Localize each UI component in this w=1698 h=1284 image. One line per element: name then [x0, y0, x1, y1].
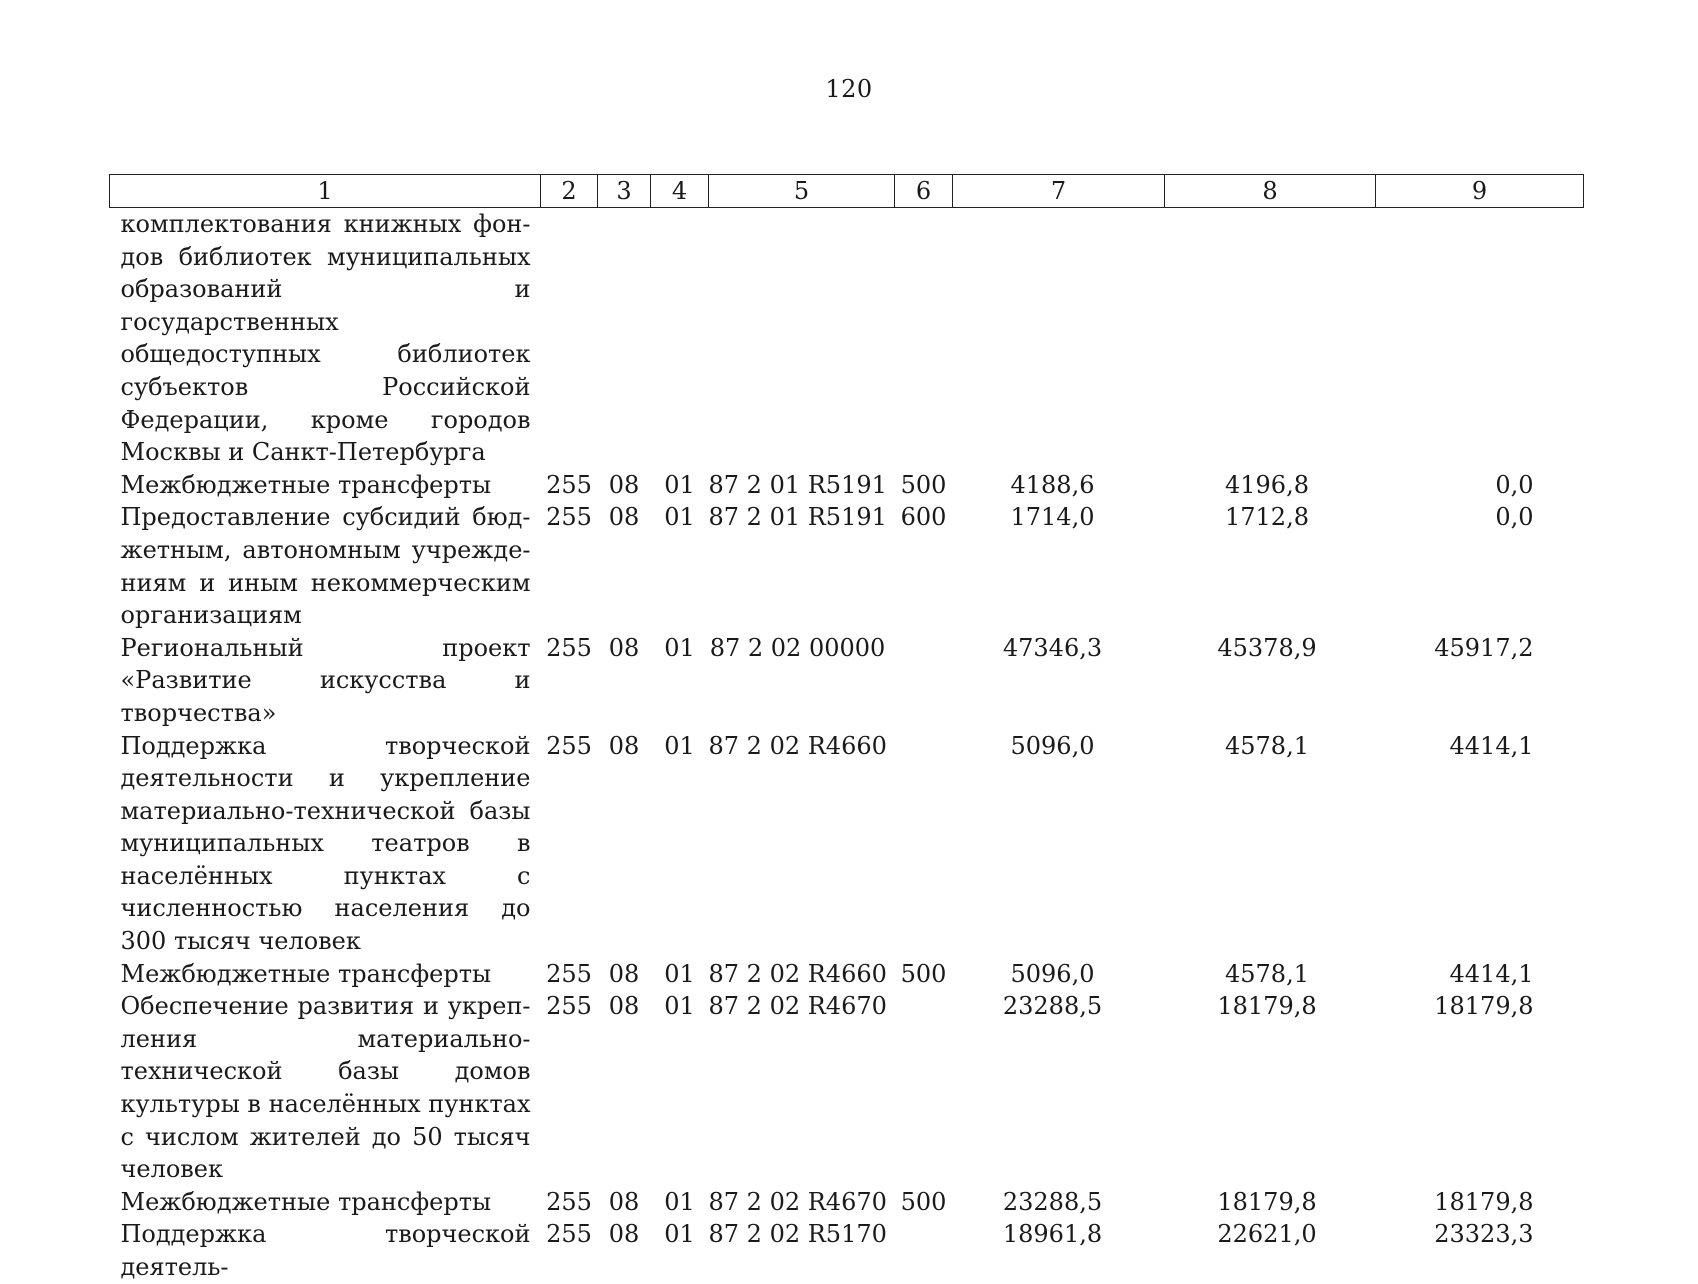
- row-amount-col8: 4578,1: [1225, 959, 1309, 988]
- row-code-section: 08: [608, 731, 640, 760]
- table-header: [110, 175, 1584, 208]
- row-amount-col7: 23288,5: [1002, 992, 1103, 1021]
- row-amount-col8: 18179,8: [1217, 1187, 1317, 1216]
- header-col-2: 2: [541, 175, 598, 208]
- row-code-section: 08: [608, 633, 640, 662]
- row-amount-col9: 45917,2: [1434, 633, 1534, 662]
- row-code-expense-type: 500: [900, 1187, 947, 1216]
- row-code-target: 87 2 02 R5170: [708, 1220, 887, 1249]
- table-body: [110, 208, 1584, 1284]
- row-amount-col7: 23288,5: [1002, 1187, 1103, 1216]
- row-code-section: 08: [608, 959, 640, 988]
- row-amount-col7: 47346,3: [1002, 633, 1103, 662]
- row-name: Региональный проект «Развитие искусства и творчества»: [120, 633, 531, 727]
- header-col-9: 9: [1376, 175, 1584, 208]
- row-code-target: [709, 208, 895, 469]
- row-code-target: 87 2 02 R4670: [708, 1187, 887, 1216]
- table-row: [110, 1186, 1584, 1219]
- table-row: [110, 958, 1584, 991]
- table-row: [110, 1218, 1584, 1283]
- header-col-7: 7: [953, 175, 1165, 208]
- row-amount-col8: [1165, 208, 1376, 469]
- table-row: [110, 632, 1584, 730]
- page-number: 120: [825, 75, 873, 103]
- row-amount-col9: 4414,1: [1449, 731, 1534, 760]
- row-code-subsection: [651, 208, 709, 469]
- row-amount-col9: 23323,3: [1434, 1220, 1534, 1249]
- row-amount-col8: 1712,8: [1225, 503, 1309, 532]
- row-code-ministry: 255: [546, 731, 592, 760]
- row-code-ministry: 255: [546, 959, 592, 988]
- row-amount-col7: 4188,6: [1010, 470, 1095, 499]
- row-code-ministry: 255: [546, 1187, 592, 1216]
- row-code-section: 08: [608, 470, 640, 499]
- row-name: Обеспечение развития и укрепления материально-технической базы домов культуры в населённых пунктах с числом жителей до 50 тысяч человек: [120, 992, 531, 1184]
- row-code-expense-type: [895, 730, 953, 958]
- row-code-expense-type: 600: [900, 503, 947, 532]
- row-code-expense-type: 500: [900, 470, 947, 499]
- row-name: Поддержка творческой деятель-: [120, 1220, 531, 1281]
- row-amount-col9: [1376, 208, 1584, 469]
- row-amount-col7: 1714,0: [1010, 503, 1095, 532]
- row-code-target: 87 2 02 00000: [709, 633, 886, 662]
- row-amount-col9: 0,0: [1495, 470, 1534, 499]
- row-name: Межбюджетные трансферты: [120, 1187, 492, 1216]
- header-col-4: 4: [651, 175, 709, 208]
- row-amount-col8: 18179,8: [1217, 992, 1317, 1021]
- row-code-ministry: 255: [546, 992, 592, 1021]
- row-name: Поддержка творческой деятельности и укрепление материально-технической базы муниципальных театров в населённых пунктах с численностью населения до 300 тысяч человек: [120, 731, 531, 956]
- row-name: Межбюджетные трансферты: [120, 470, 492, 499]
- row-code-subsection: 01: [664, 503, 695, 532]
- row-code-subsection: 01: [664, 1220, 695, 1249]
- row-code-section: 08: [608, 503, 640, 532]
- row-code-section: 08: [608, 1187, 640, 1216]
- header-col-5: 5: [709, 175, 895, 208]
- row-code-section: 08: [608, 1220, 640, 1249]
- row-amount-col7: [953, 208, 1165, 469]
- row-amount-col9: 0,0: [1495, 503, 1534, 532]
- row-amount-col7: 5096,0: [1010, 959, 1095, 988]
- row-code-target: 87 2 02 R4660: [708, 731, 887, 760]
- header-col-8: 8: [1165, 175, 1376, 208]
- row-code-ministry: 255: [546, 1220, 592, 1249]
- row-code-expense-type: 500: [900, 959, 947, 988]
- header-col-1: 1: [110, 175, 541, 208]
- row-amount-col7: 18961,8: [1002, 1220, 1103, 1249]
- row-amount-col9: 18179,8: [1434, 992, 1534, 1021]
- row-code-expense-type: [895, 632, 953, 730]
- row-name: комплектования книжных фондов библиотек муниципальных образований и государственных общедоступных библиотек субъектов Российской Федерации, кроме городов Москвы и Санкт-Петербурга: [120, 210, 531, 467]
- row-amount-col8: 45378,9: [1217, 633, 1317, 662]
- row-code-target: 87 2 01 R5191: [708, 503, 887, 532]
- header-row: [110, 175, 1584, 208]
- row-name: Предоставление субсидий бюджетным, автономным учреждениям и иным некоммерческим организациям: [120, 503, 531, 630]
- table-row: [110, 469, 1584, 502]
- row-code-subsection: 01: [664, 731, 695, 760]
- row-code-ministry: 255: [546, 503, 592, 532]
- row-code-ministry: 255: [546, 470, 592, 499]
- budget-table: [109, 174, 1584, 1284]
- row-amount-col8: 4196,8: [1225, 470, 1309, 499]
- row-code-target: 87 2 02 R4670: [708, 992, 887, 1021]
- row-code-ministry: [541, 208, 598, 469]
- row-code-target: 87 2 02 R4660: [708, 959, 887, 988]
- row-amount-col9: 4414,1: [1449, 959, 1534, 988]
- row-code-section: [598, 208, 651, 469]
- row-name: Межбюджетные трансферты: [120, 959, 492, 988]
- row-code-expense-type: [895, 1218, 953, 1283]
- row-amount-col8: 22621,0: [1217, 1220, 1317, 1249]
- row-amount-col8: 4578,1: [1225, 731, 1309, 760]
- row-code-expense-type: [895, 990, 953, 1186]
- header-col-3: 3: [598, 175, 651, 208]
- row-code-subsection: 01: [664, 633, 695, 662]
- table-row: [110, 208, 1584, 469]
- row-code-expense-type: [895, 208, 953, 469]
- header-col-6: 6: [895, 175, 953, 208]
- row-code-ministry: 255: [546, 633, 592, 662]
- row-amount-col9: 18179,8: [1434, 1187, 1534, 1216]
- table-row: [110, 501, 1584, 631]
- table-row: [110, 990, 1584, 1186]
- row-code-section: 08: [608, 992, 640, 1021]
- table-row: [110, 730, 1584, 958]
- row-amount-col7: 5096,0: [1010, 731, 1095, 760]
- row-code-subsection: 01: [664, 1187, 695, 1216]
- row-code-subsection: 01: [664, 959, 695, 988]
- row-code-target: 87 2 01 R5191: [708, 470, 887, 499]
- row-code-subsection: 01: [664, 470, 695, 499]
- row-code-subsection: 01: [664, 992, 695, 1021]
